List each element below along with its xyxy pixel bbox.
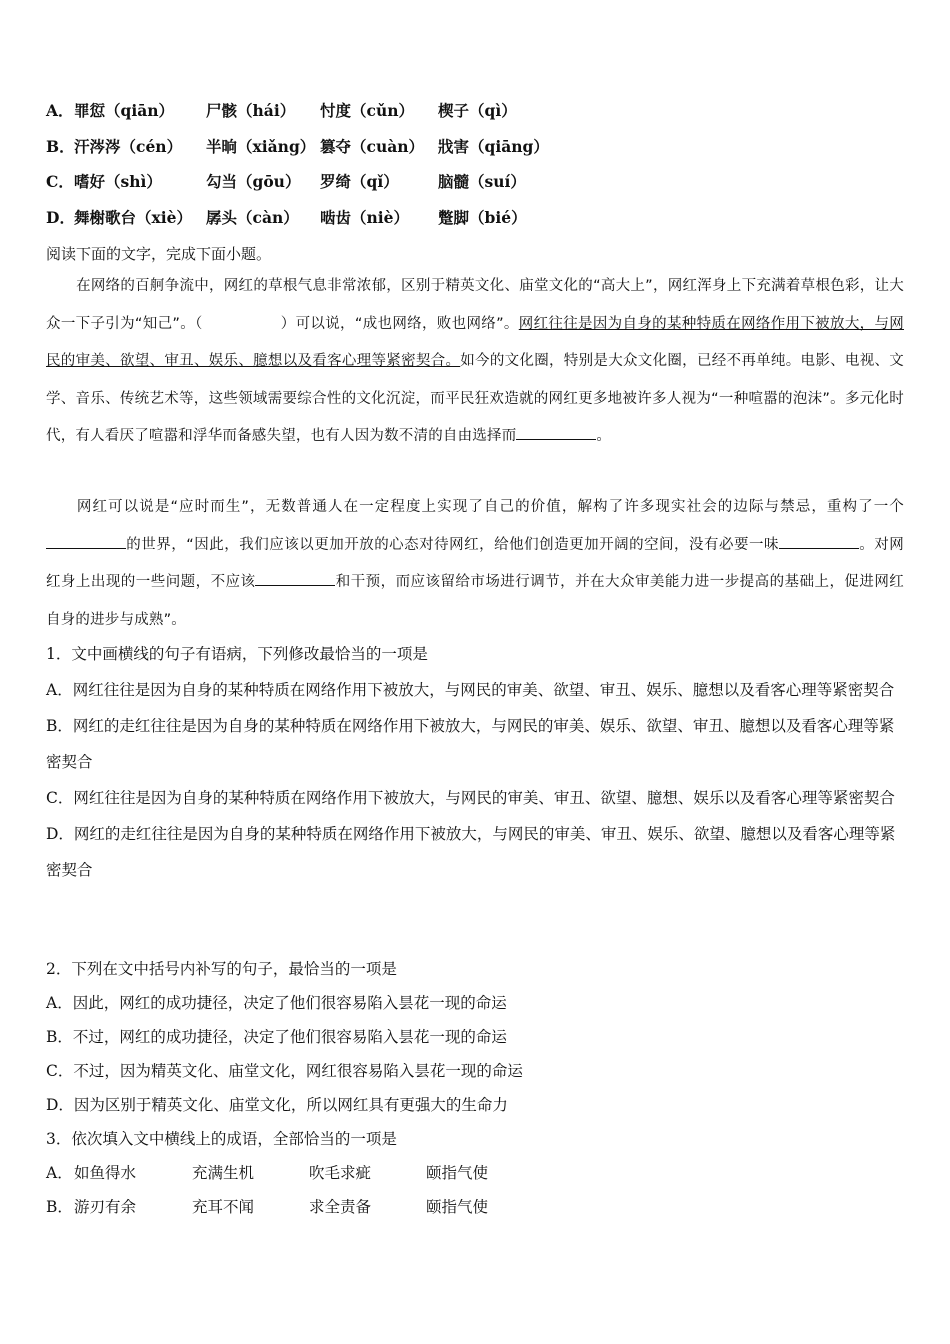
passage-text: 的世界，“因此，我们应该以更加开放的心态对待网红，给他们创造更加开阔的空间，没有必要一味	[126, 536, 780, 553]
idiom: 充满生机	[192, 1164, 255, 1182]
question-3	[46, 1122, 906, 1224]
option-word: 蹩脚（bié）	[438, 208, 527, 227]
answer-option-b: B．不过，网红的成功捷径，决定了他们很容易陷入昙花一现的命运	[46, 1028, 507, 1046]
option-word: 罗绮（qǐ）	[320, 172, 399, 191]
option-word: 忖度（cǔn）	[320, 101, 414, 120]
question-stem: 3．依次填入文中横线上的成语，全部恰当的一项是	[46, 1130, 397, 1148]
answer-option-b	[46, 1190, 906, 1224]
idiom: 游刃有余	[74, 1198, 137, 1216]
option-word: 嗜好（shì）	[74, 172, 162, 191]
answer-option-d: D．因为区别于精英文化、庙堂文化，所以网红具有更强大的生命力	[46, 1096, 508, 1114]
option-word: 戕害（qiāng）	[438, 137, 549, 156]
option-letter: B．	[46, 137, 75, 156]
passage-text: 。	[596, 428, 612, 444]
pinyin-option-b	[46, 137, 549, 157]
option-word: 舞榭歌台（xiè）	[74, 208, 192, 227]
answer-option-b: B．网红的走红往往是因为自身的某种特质在网络作用下被放大，与网民的审美、娱乐、欲望、审丑、臆想以及看客心理等紧密契合	[46, 717, 895, 771]
answer-option-a: A．因此，网红的成功捷径，决定了他们很容易陷入昙花一现的命运	[46, 994, 507, 1012]
answer-option-d: D．网红的走红往往是因为自身的某种特质在网络作用下被放大，与网民的审美、审丑、娱乐、欲望、臆想以及看客心理等紧密契合	[46, 825, 896, 879]
idiom: 求全责备	[309, 1198, 372, 1216]
passage-text: ）可以说，“成也网络，败也网络”。	[280, 315, 519, 332]
question-2	[46, 952, 906, 1122]
option-word: 罪愆（qiān）	[74, 101, 175, 120]
passage-text: 。对网红身上出现的一些问题，不应该	[46, 536, 904, 590]
pinyin-option-c	[46, 172, 526, 192]
pinyin-option-a	[46, 101, 517, 121]
option-word: 篡夺（cuàn）	[320, 137, 425, 156]
option-word: 孱头（càn）	[206, 208, 299, 227]
option-word: 汗涔涔（cén）	[74, 137, 183, 156]
option-word: 脑髓（suí）	[438, 172, 526, 191]
fill-blank-2	[46, 534, 126, 549]
passage-text: 和干预，而应该留给市场进行调节，并在大众审美能力进一步提高的基础上，促进网红自身的进步与成熟”。	[46, 574, 904, 628]
answer-option-c: C．网红往往是因为自身的某种特质在网络作用下被放大，与网民的审美、审丑、欲望、臆想、娱乐以及看客心理等紧密契合	[46, 789, 895, 807]
passage-paragraph-1	[46, 268, 904, 456]
fill-blank-3	[779, 534, 859, 549]
fill-blank-4	[255, 571, 335, 586]
option-word: 啮齿（niè）	[320, 208, 410, 227]
option-letter: A．	[46, 1164, 73, 1182]
idiom: 充耳不闻	[192, 1198, 255, 1216]
option-word: 半晌（xiǎng）	[206, 137, 316, 156]
option-letter: A．	[46, 101, 74, 120]
answer-option-a: A．网红往往是因为自身的某种特质在网络作用下被放大，与网民的审美、欲望、审丑、娱乐、臆想以及看客心理等紧密契合	[46, 681, 895, 699]
passage-paragraph-2	[46, 489, 904, 639]
option-word: 尸骸（hái）	[206, 101, 296, 120]
question-stem: 2．下列在文中括号内补写的句子，最恰当的一项是	[46, 960, 397, 978]
option-letter: C．	[46, 172, 74, 191]
option-word: 楔子（qì）	[438, 101, 517, 120]
option-word: 勾当（gōu）	[206, 172, 301, 191]
pinyin-option-d	[46, 208, 527, 228]
option-letter: D．	[46, 208, 75, 227]
option-letter: B．	[46, 1198, 73, 1216]
underlined-sentence: 网红往往是因为自身的某种特质在网络作用下被放大，与网民的审美、欲望、审丑、娱乐、臆想以及看客心理等紧密契合。	[46, 315, 904, 369]
reading-instruction: 阅读下面的文字，完成下面小题。	[46, 245, 272, 263]
answer-option-a	[46, 1156, 906, 1190]
question-stem: 1．文中画横线的句子有语病，下列修改最恰当的一项是	[46, 645, 428, 663]
question-1	[46, 636, 906, 888]
passage-text: 如今的文化圈，特别是大众文化圈，已经不再单纯。电影、电视、文学、音乐、传统艺术等，这些领域需要综合性的文化沉淀，而平民狂欢造就的网红更多地被许多人视为“一种喧嚣的泡沫”。多元化时代，有人看厌了喧嚣和浮华而备感失望，也有人因为数不清的自由选择而	[46, 353, 904, 444]
idiom: 吹毛求疵	[309, 1164, 372, 1182]
answer-option-c: C．不过，因为精英文化、庙堂文化，网红很容易陷入昙花一现的命运	[46, 1062, 523, 1080]
passage-text: 在网络的百舸争流中，网红的草根气息非常浓郁，区别于精英文化、庙堂文化的“高大上”，网红浑身上下充满着草根色彩，让大众一下子引为“知己”。（	[46, 278, 904, 332]
fill-blank-1	[516, 425, 596, 440]
idiom: 颐指气使	[426, 1164, 489, 1182]
passage-text: 网红可以说是“应时而生”，无数普通人在一定程度上实现了自己的价值，解构了许多现实社会的边际与禁忌，重构了一个	[76, 499, 904, 515]
idiom: 颐指气使	[426, 1198, 489, 1216]
idiom: 如鱼得水	[74, 1164, 137, 1182]
